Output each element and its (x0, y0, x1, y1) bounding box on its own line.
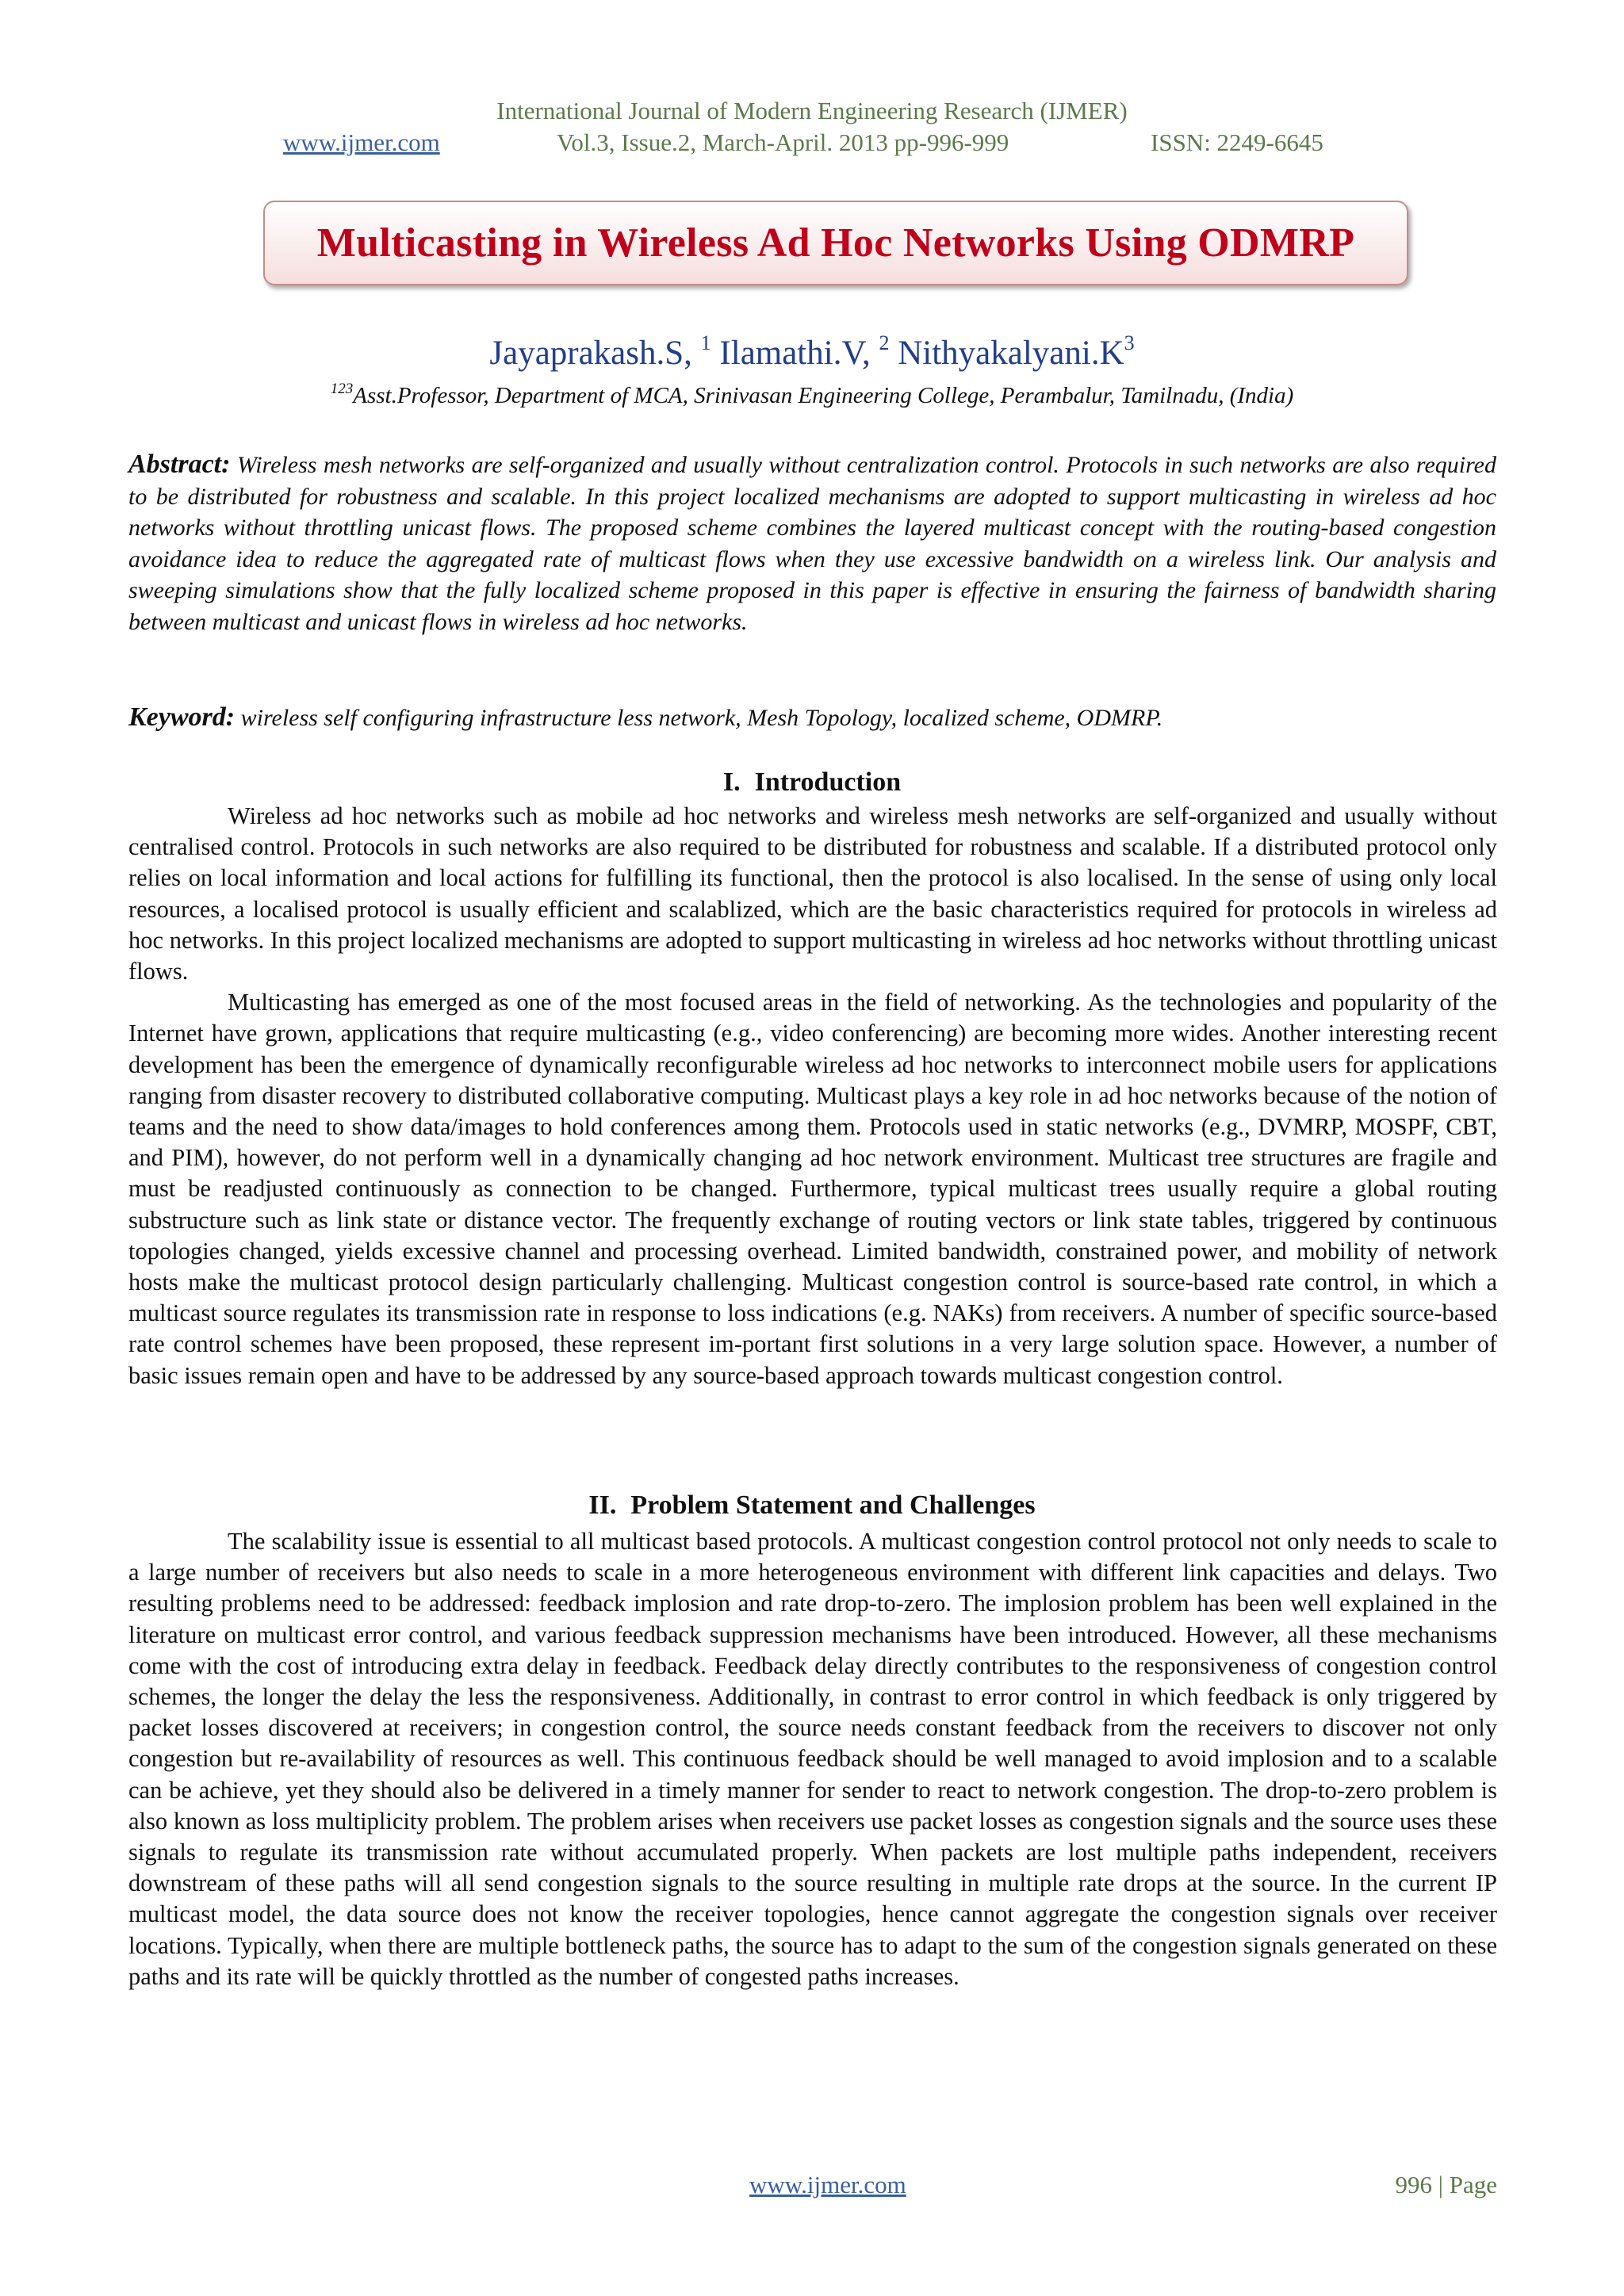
author-sup: 2 (879, 331, 890, 354)
paragraph: Wireless ad hoc networks such as mobile ad hoc networks and wireless mesh networks are self-organized and usually without centralised control. Protocols in such networks are also required to be distributed for robustness and scalable. If a distributed protocol only relies on local information and local actions for fulfilling its functional, then the protocol is also localised. In the sense of using only local resources, a localised protocol is usually efficient and scalablized, which are the basic characteristics required for protocols in wireless ad hoc networks. In this project localized mechanisms are adopted to support multicasting in wireless ad hoc networks without throttling unicast flows. (128, 802, 1497, 985)
section-heading-problem-statement (0, 1490, 1624, 1521)
section-title: Introduction (754, 767, 902, 797)
journal-name: International Journal of Modern Engineering Research (IJMER) (496, 97, 1128, 124)
author-name: Nithyakalyani.K (898, 335, 1124, 372)
paragraph: Multicasting has emerged as one of the most focused areas in the field of networking. As the technologies and popularity of the Internet have grown, applications that require multicasting (e.g., video conferencing) are becoming more wides. Another interesting recent development has been the emergence of dynamically reconfigurable wireless ad hoc networks to interconnect mobile users for applications ranging from disaster recovery to distributed collaborative computing. Multicast plays a key role in ad hoc networks because of the notion of teams and the need to show data/images to hold conferences among them. Protocols used in static networks (e.g., DVMRP, MOSPF, CBT, and PIM), however, do not perform well in a dynamically changing ad hoc network environment. Multicast tree structures are fragile and must be readjusted continuously as connection to be changed. Furthermore, typical multicast trees usually require a global routing substructure such as link state or distance vector. The frequently exchange of routing vectors or link state tables, triggered by continuous topologies changed, yields excessive channel and processing overhead. Limited bandwidth, constrained power, and mobility of network hosts make the multicast protocol design particularly challenging. Multicast congestion control is source-based rate control, in which a multicast source regulates its transmission rate in response to loss indications (e.g. NAKs) from receivers. A number of specific source-based rate control schemes have been proposed, these represent im-portant first solutions in a very large solution space. However, a number of basic issues remain open and have to be addressed by any source-based approach towards multicast congestion control. (128, 989, 1497, 1389)
affiliation-sup: 123 (330, 381, 354, 397)
abstract (128, 449, 1496, 637)
page-number: 996 | Page (1395, 2171, 1497, 2198)
section-heading-introduction (0, 767, 1624, 798)
footer-website-link[interactable]: www.ijmer.com (749, 2171, 906, 2198)
section-number: II. (588, 1490, 617, 1520)
section-number: I. (722, 767, 741, 797)
author-sup: 3 (1124, 331, 1135, 354)
author-list (0, 331, 1624, 373)
section-title: Problem Statement and Challenges (630, 1490, 1036, 1520)
journal-volume: Vol.3, Issue.2, March-April. 2013 pp-996-999 (557, 128, 1009, 156)
journal-website-link[interactable]: www.ijmer.com (283, 128, 440, 156)
keywords (128, 702, 1496, 733)
abstract-text: Wireless mesh networks are self-organized and usually without centralization control. Protocols in such networks are also required to be distributed for robustness and scalable. In this project localized mechanisms are adopted to support multicasting in wireless ad hoc networks without throttling unicast flows. The proposed scheme combines the layered multicast concept with the routing-based congestion avoidance idea to reduce the aggregated rate of multicast flows when they use excessive bandwidth on a wireless link. Our analysis and sweeping simulations show that the fully localized scheme proposed in this paper is effective in ensuring the fairness of bandwidth sharing between multicast and unicast flows in wireless ad hoc networks. (128, 452, 1496, 635)
keyword-text: wireless self configuring infrastructure less network, Mesh Topology, localized scheme, ODMRP. (240, 705, 1163, 731)
section-body-introduction (128, 801, 1497, 1391)
affiliation-text: Asst.Professor, Department of MCA, Srinivasan Engineering College, Perambalur, Tamilnadu, (India) (353, 383, 1294, 408)
title-box (263, 201, 1408, 285)
abstract-label: Abstract: (128, 450, 231, 479)
paragraph: The scalability issue is essential to all multicast based protocols. A multicast congestion control protocol not only needs to scale to a large number of receivers but also needs to scale in a more heterogeneous environment with different link capacities and delays. Two resulting problems need to be addressed: feedback implosion and rate drop-to-zero. The implosion problem has been well explained in the literature on multicast error control, and various feedback suppression mechanisms have been introduced. However, all these mechanisms come with the cost of introducing extra delay in feedback. Feedback delay directly contributes to the responsiveness of congestion control schemes, the longer the delay the less the responsiveness. Additionally, in contrast to error control in which feedback is only triggered by packet losses discovered at receivers; in congestion control, the source needs constant feedback from the receivers to discover not only congestion but re-availability of resources as well. This continuous feedback should be well managed to avoid implosion and to a scalable can be achieve, yet they should also be delivered in a timely manner for sender to react to network congestion. The drop-to-zero problem is also known as loss multiplicity problem. The problem arises when receivers use packet losses as congestion signals and the source uses these signals to regulate its transmission rate without accumulated properly. When packets are lost multiple paths independent, receivers downstream of these paths will all send congestion signals to the source resulting in multiple rate drops at the source. In the current IP multicast model, the data source does not know the receiver topologies, hence cannot aggregate the congestion signals over receiver locations. Typically, when there are multiple bottleneck paths, the source has to adapt to the sum of the congestion signals generated on these paths and its rate will be quickly throttled as the number of congested paths increases. (128, 1528, 1497, 1990)
keyword-label: Keyword: (128, 702, 236, 732)
author-sup: 1 (700, 331, 711, 354)
author-name: Jayaprakash.S, (489, 335, 692, 372)
journal-issn: ISSN: 2249-6645 (1151, 128, 1323, 156)
paper-title: Multicasting in Wireless Ad Hoc Networks Using ODMRP (316, 220, 1355, 266)
affiliation (0, 381, 1624, 409)
author-name: Ilamathi.V, (719, 335, 871, 372)
section-body-problem-statement (128, 1526, 1497, 1992)
